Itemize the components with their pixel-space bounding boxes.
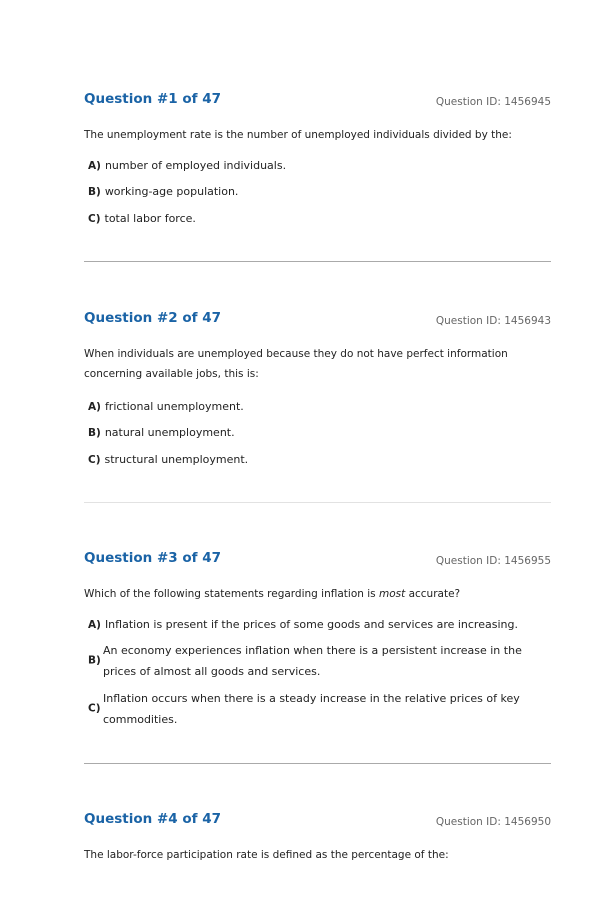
option-letter: C) bbox=[88, 702, 101, 715]
question-1 bbox=[84, 91, 551, 241]
answer-option-c[interactable] bbox=[88, 688, 551, 730]
option-letter: A) bbox=[88, 619, 101, 631]
question-divider bbox=[84, 502, 551, 503]
option-text: frictional unemployment. bbox=[104, 400, 244, 413]
option-letter: C) bbox=[88, 454, 101, 466]
answer-option-b[interactable] bbox=[88, 181, 551, 203]
question-divider bbox=[84, 261, 551, 262]
answer-option-c[interactable] bbox=[88, 208, 551, 230]
option-text: natural unemployment. bbox=[104, 426, 235, 439]
answer-option-b[interactable] bbox=[88, 640, 551, 682]
emphasis-text: most bbox=[378, 588, 406, 600]
question-2 bbox=[84, 310, 551, 480]
question-title: Question #4 of 47 bbox=[84, 811, 221, 827]
option-letter: B) bbox=[88, 427, 101, 439]
option-text: working-age population. bbox=[104, 185, 239, 198]
answer-option-a[interactable] bbox=[88, 396, 551, 418]
option-text: total labor force. bbox=[104, 212, 196, 225]
option-letter: B) bbox=[88, 654, 101, 667]
question-4 bbox=[84, 811, 551, 881]
question-id: Question ID: 1456950 bbox=[435, 816, 551, 828]
option-letter: A) bbox=[88, 401, 101, 413]
question-id: Question ID: 1456943 bbox=[435, 315, 551, 327]
answer-option-a[interactable] bbox=[88, 614, 551, 636]
option-letter: B) bbox=[88, 186, 101, 198]
option-text: number of employed individuals. bbox=[104, 159, 287, 172]
answer-option-c[interactable] bbox=[88, 449, 551, 471]
question-divider bbox=[84, 763, 551, 764]
option-text: Inflation occurs when there is a steady increase in the relative prices of key commodities. bbox=[103, 692, 520, 726]
question-3 bbox=[84, 550, 551, 740]
question-text: The unemployment rate is the number of unemployed individuals divided by the: bbox=[84, 129, 512, 141]
question-text: The labor-force participation rate is defined as the percentage of the: bbox=[84, 849, 449, 861]
option-text: Inflation is present if the prices of some goods and services are increasing. bbox=[104, 618, 518, 631]
option-text: structural unemployment. bbox=[104, 453, 249, 466]
answer-option-b[interactable] bbox=[88, 422, 551, 444]
question-id: Question ID: 1456945 bbox=[435, 96, 551, 108]
question-title: Question #1 of 47 bbox=[84, 91, 221, 107]
answer-option-a[interactable] bbox=[88, 155, 551, 177]
question-title: Question #3 of 47 bbox=[84, 550, 221, 566]
option-text: An economy experiences inflation when there is a persistent increase in the prices of almost all goods and services. bbox=[103, 644, 522, 678]
question-id: Question ID: 1456955 bbox=[435, 555, 551, 567]
option-letter: A) bbox=[88, 160, 101, 172]
question-text: Which of the following statements regarding inflation is most accurate? bbox=[84, 588, 461, 600]
question-title: Question #2 of 47 bbox=[84, 310, 221, 326]
option-letter: C) bbox=[88, 213, 101, 225]
question-text: When individuals are unemployed because they do not have perfect information concerning available jobs, this is: bbox=[84, 348, 508, 380]
